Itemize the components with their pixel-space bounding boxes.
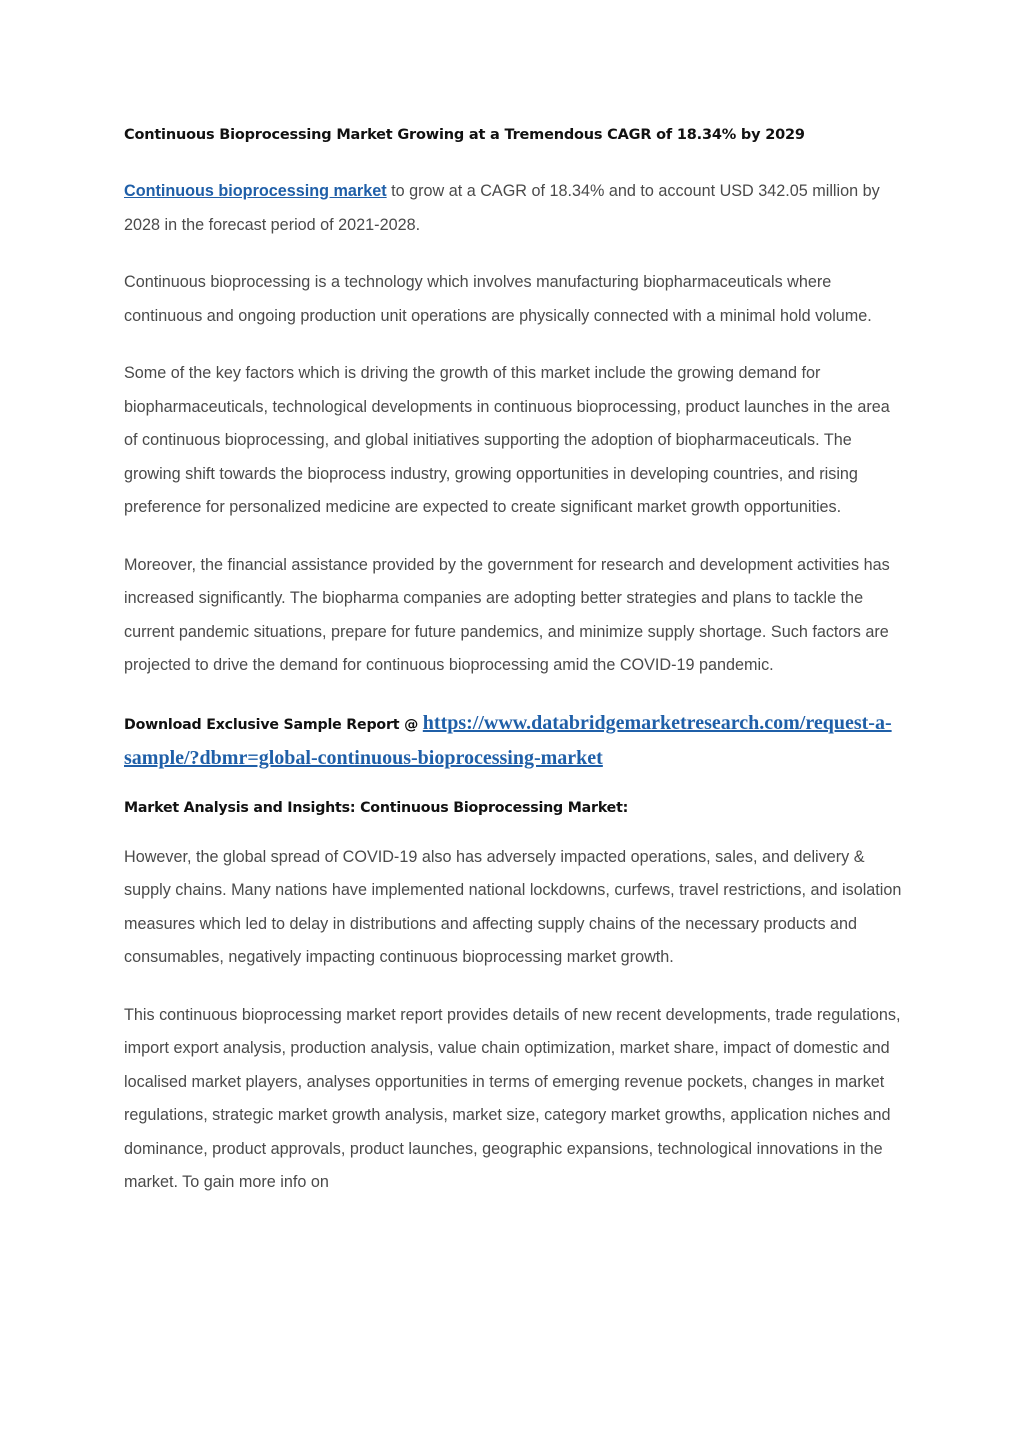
document-title: Continuous Bioprocessing Market Growing at a Tremendous CAGR of 18.34% by 2029: [124, 127, 805, 143]
download-label: Download Exclusive Sample Report @: [124, 716, 423, 733]
market-analysis-heading: Market Analysis and Insights: Continuous Bioprocessing Market:: [124, 799, 629, 816]
intro-paragraph: [124, 175, 904, 242]
financial-paragraph: Moreover, the financial assistance provided by the government for research and development activities has increased significantly. The biopharma companies are adopting better strategies and plans to tackle the current pandemic situations, prepare for future pandemics, and minimize supply shortage. Such factors are projected to drive the demand for continuous bioprocessing amid the COVID-19 pandemic.: [124, 555, 890, 674]
covid-paragraph: However, the global spread of COVID-19 also has adversely impacted operations, sales, and delivery & supply chains. Many nations have implemented national lockdowns, curfews, travel restrictions, and isolation measures which led to delay in distributions and affecting supply chains of the necessary products and consumables, negatively impacting continuous bioprocessing market growth.: [124, 847, 902, 966]
factors-paragraph: Some of the key factors which is driving the growth of this market include the growing demand for biopharmaceuticals, technological developments in continuous bioprocessing, product launches in the area of continuous bioprocessing, and global initiatives supporting the adoption of biopharmaceuticals. The growing shift towards the bioprocess industry, growing opportunities in developing countries, and rising preference for personalized medicine are expected to create significant market growth opportunities.: [124, 364, 890, 516]
download-sample-line: [124, 707, 904, 776]
intro-text: to grow at a CAGR of 18.34% and to account USD 342.05 million by 2028 in the forecast period of 2021-2028.: [124, 182, 880, 234]
report-paragraph: This continuous bioprocessing market report provides details of new recent developments, trade regulations, import export analysis, production analysis, value chain optimization, market share, impact of domestic and localised market players, analyses opportunities in terms of emerging revenue pockets, changes in market regulations, strategic market growth analysis, market size, category market growths, application niches and dominance, product approvals, product launches, geographic expansions, technological innovations in the market. To gain more info on: [124, 1005, 901, 1191]
market-link[interactable]: Continuous bioprocessing market: [124, 182, 387, 200]
document-body: [124, 124, 904, 1200]
sample-report-link[interactable]: https://www.databridgemarketresearch.com/request-a-sample/?dbmr=global-continuous-bioprocessing-market: [124, 711, 892, 769]
definition-paragraph: Continuous bioprocessing is a technology which involves manufacturing biopharmaceuticals where continuous and ongoing production unit operations are physically connected with a minimal hold volume.: [124, 273, 872, 325]
